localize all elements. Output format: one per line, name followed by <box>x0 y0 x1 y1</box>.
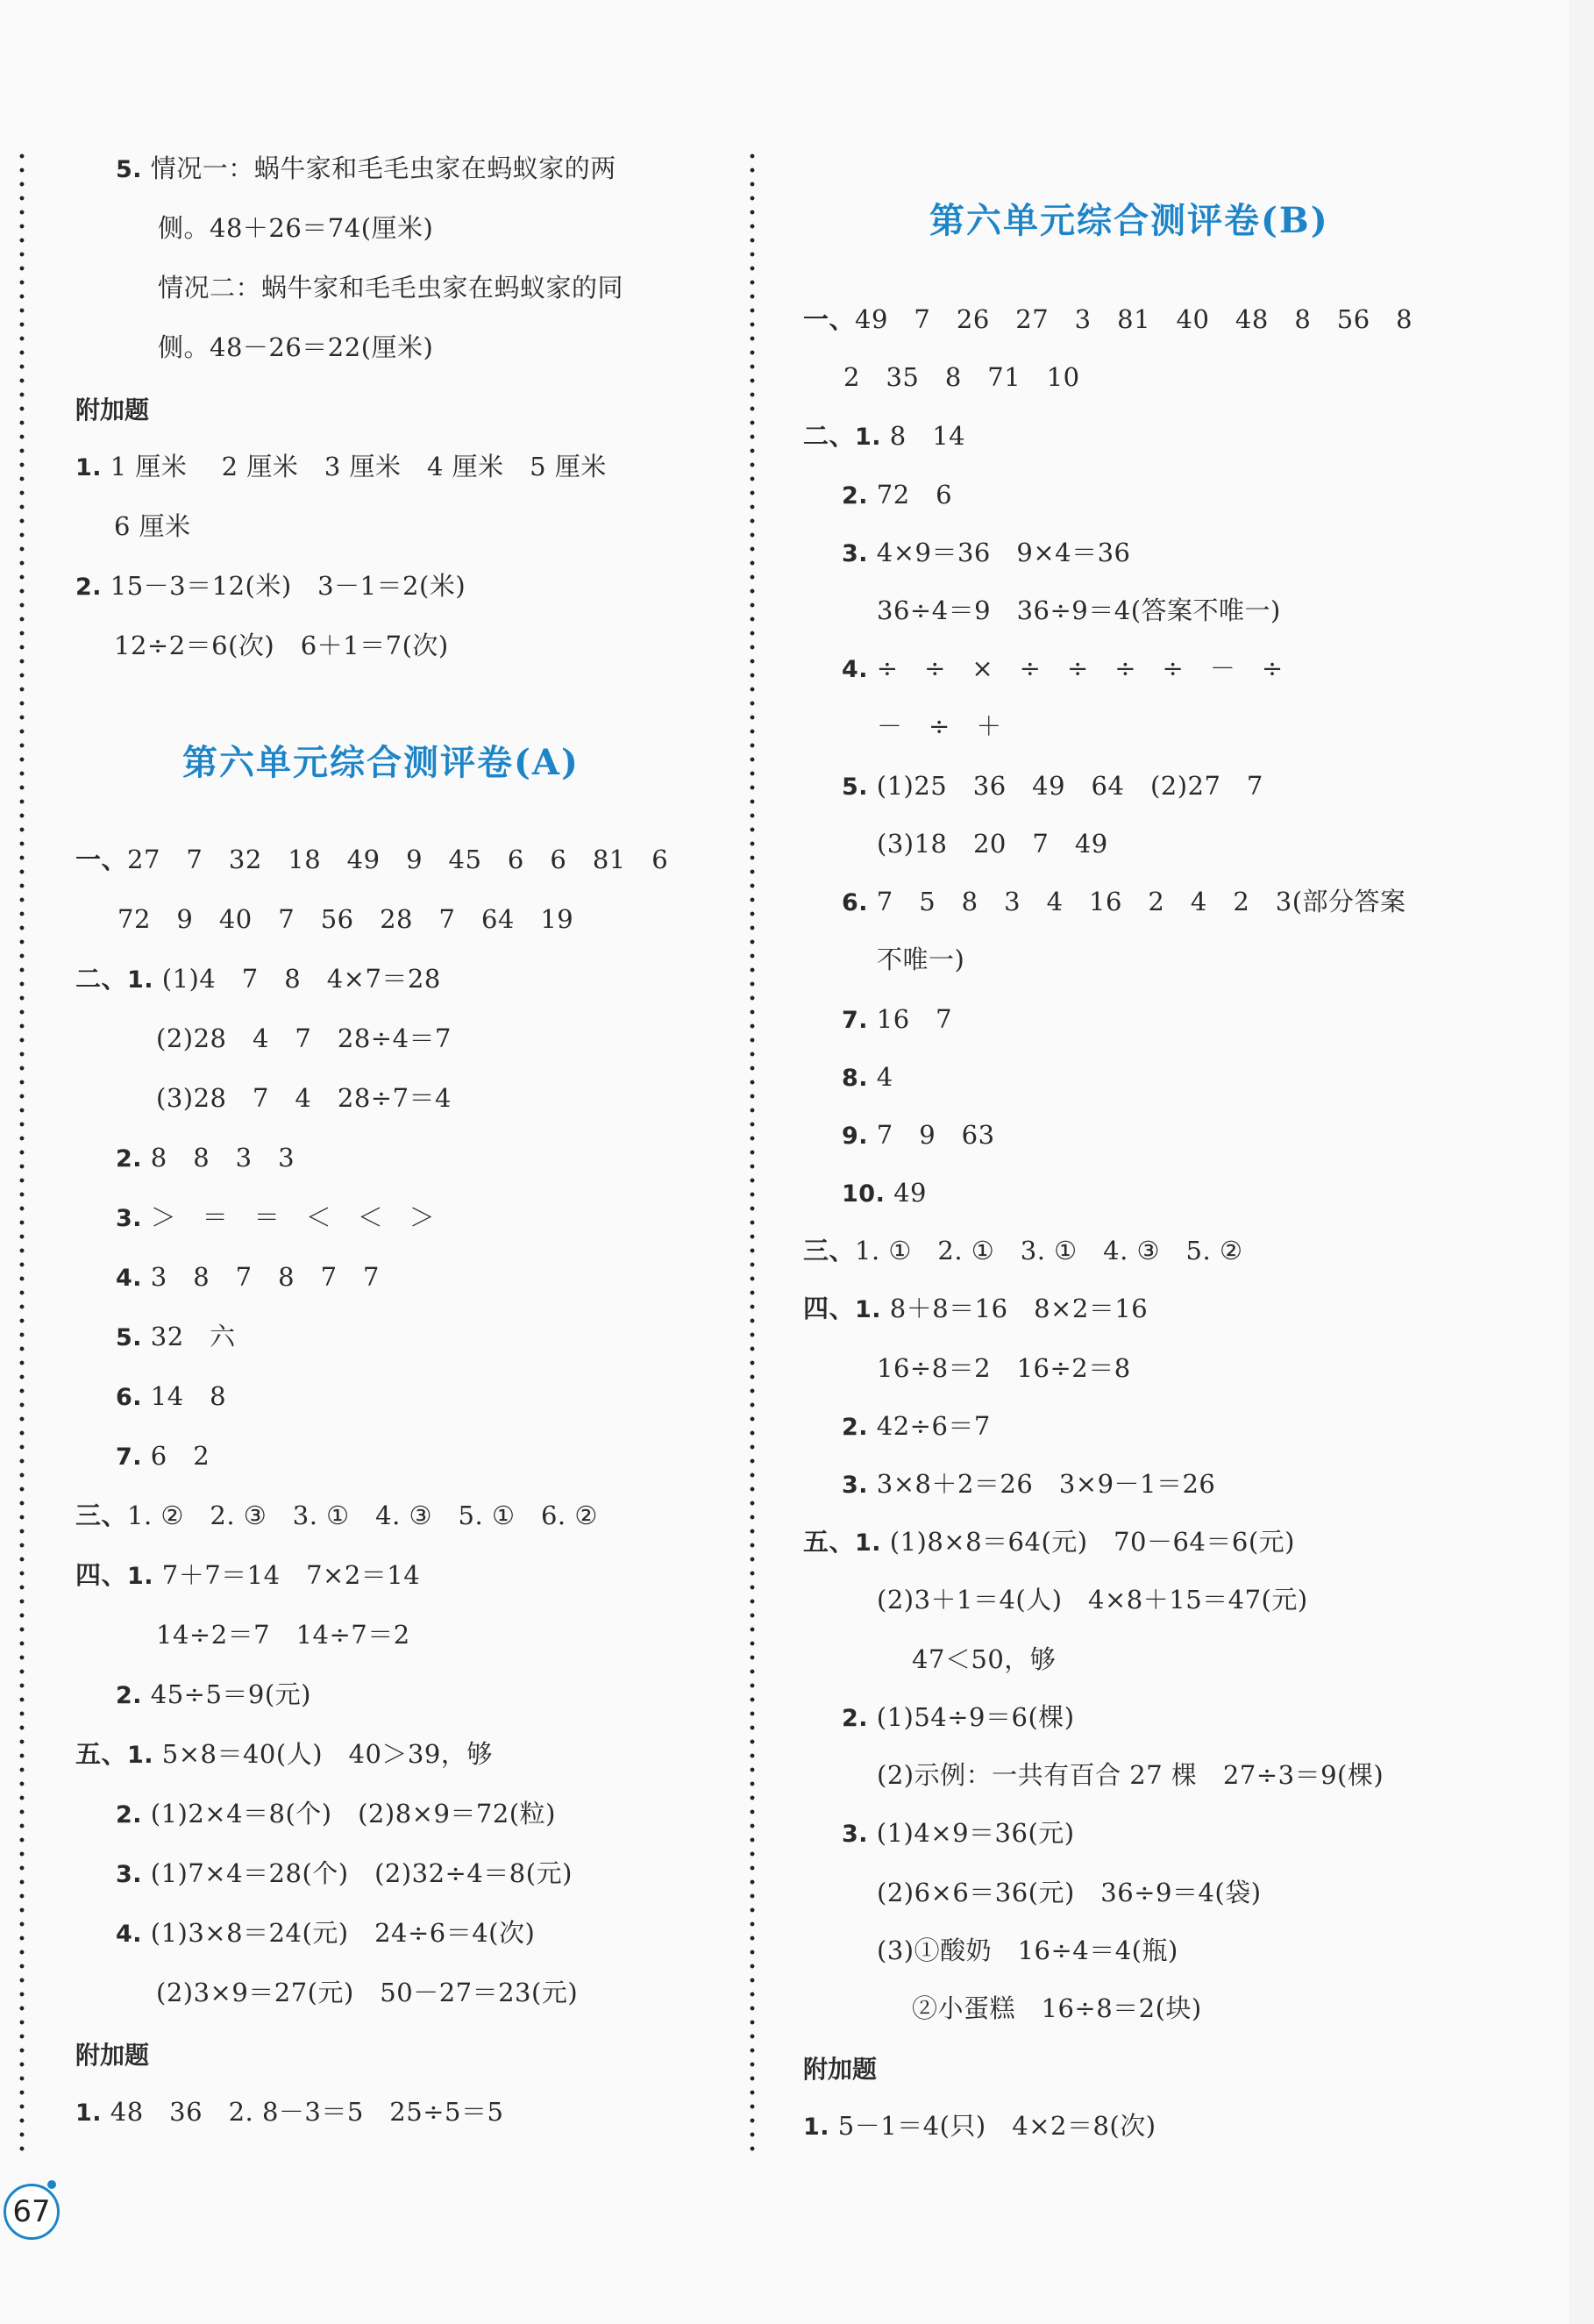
left-line-8: 2. 15－3＝12(米) 3－1＝2(米) <box>75 571 466 601</box>
right-line-1: 一、49 7 26 27 3 81 40 48 8 56 8 <box>803 304 1413 334</box>
left-sec-line-5: (3)28 7 4 28÷7＝4 <box>156 1083 452 1113</box>
right-line-32: 1. 5－1＝4(只) 4×2＝8(次) <box>803 2111 1156 2141</box>
right-line-13: 7. 16 7 <box>842 1004 953 1034</box>
left-extra-heading-1: 附加题 <box>75 396 150 424</box>
left-sec-line-9: 5. 32 六 <box>116 1322 236 1351</box>
heading-unit6-a: 第六单元综合测评卷(A) <box>182 742 580 783</box>
right-line-4: 2. 72 6 <box>842 480 953 510</box>
right-line-28: (2)6×6＝36(元) 36÷9＝4(袋) <box>877 1878 1262 1907</box>
left-sec-line-18: 3. (1)7×4＝28(个) (2)32÷4＝8(元) <box>116 1858 573 1888</box>
right-line-12: 不唯一) <box>877 945 965 974</box>
right-line-9: 5. (1)25 36 49 64 (2)27 7 <box>842 771 1263 801</box>
left-sec-line-2: 72 9 40 7 56 28 7 64 19 <box>117 904 574 934</box>
right-line-25: 2. (1)54÷9＝6(棵) <box>842 1702 1075 1732</box>
right-line-18: 四、1. 8＋8＝16 8×2＝16 <box>803 1294 1149 1323</box>
center-divider-dots <box>750 149 755 2157</box>
right-line-29: (3)①酸奶 16÷4＝4(瓶) <box>877 1935 1178 1965</box>
left-sec-line-3: 二、1. (1)4 7 8 4×7＝28 <box>75 964 441 994</box>
left-sec-line-11: 7. 6 2 <box>116 1441 210 1471</box>
left-line-1: 5. 情况一：蜗牛家和毛毛虫家在蚂蚁家的两 <box>116 153 616 183</box>
left-sec-line-19: 4. (1)3×8＝24(元) 24÷6＝4(次) <box>116 1918 536 1948</box>
right-line-7: 4. ÷ ÷ × ÷ ÷ ÷ ÷ － ÷ <box>842 653 1284 683</box>
right-line-8: － ÷ ＋ <box>877 711 1002 741</box>
left-line-7: 6 厘米 <box>114 511 191 541</box>
left-sec-line-16: 五、1. 5×8＝40(人) 40＞39，够 <box>75 1739 493 1769</box>
right-line-20: 2. 42÷6＝7 <box>842 1411 991 1441</box>
right-line-6: 36÷4＝9 36÷9＝4(答案不唯一) <box>877 595 1281 625</box>
right-line-19: 16÷8＝2 16÷2＝8 <box>877 1353 1131 1383</box>
right-line-30: ②小蛋糕 16÷8＝2(块) <box>912 1993 1202 2023</box>
left-sec-line-1: 一、27 7 32 18 49 9 45 6 6 81 6 <box>75 845 669 874</box>
left-sec-line-12: 三、1. ② 2. ③ 3. ① 4. ③ 5. ① 6. ② <box>75 1501 598 1530</box>
left-sec-line-20: (2)3×9＝27(元) 50－27＝23(元) <box>156 1978 579 2007</box>
page-number-badge <box>4 2184 60 2240</box>
heading-unit6-b: 第六单元综合测评卷(B) <box>929 200 1329 241</box>
left-line-6: 1. 1 厘米 2 厘米 3 厘米 4 厘米 5 厘米 <box>75 452 607 481</box>
right-line-10: (3)18 20 7 49 <box>877 829 1108 859</box>
left-sec-line-13: 四、1. 7＋7＝14 7×2＝14 <box>75 1560 421 1590</box>
left-line-3: 情况二：蜗牛家和毛毛虫家在蚂蚁家的同 <box>158 273 624 303</box>
left-sec-line-15: 2. 45÷5＝9(元) <box>116 1679 311 1709</box>
left-line-4: 侧。48－26＝22(厘米) <box>158 332 434 362</box>
right-line-16: 10. 49 <box>842 1178 927 1208</box>
right-line-11: 6. 7 5 8 3 4 16 2 4 2 3(部分答案 <box>842 887 1406 916</box>
left-sec-line-7: 3. ＞ ＝ ＝ ＜ ＜ ＞ <box>116 1202 436 1232</box>
right-extra-heading: 附加题 <box>803 2055 878 2084</box>
page-badge-dot <box>47 2180 56 2189</box>
right-line-23: (2)3＋1＝4(人) 4×8＋15＝47(元) <box>877 1585 1308 1615</box>
right-line-27: 3. (1)4×9＝36(元) <box>842 1818 1075 1848</box>
left-line-2: 侧。48＋26＝74(厘米) <box>158 213 434 243</box>
left-line-9: 12÷2＝6(次) 6＋1＝7(次) <box>114 631 449 660</box>
right-line-14: 8. 4 <box>842 1062 893 1092</box>
right-line-15: 9. 7 9 63 <box>842 1120 995 1150</box>
left-sec-line-17: 2. (1)2×4＝8(个) (2)8×9＝72(粒) <box>116 1799 556 1829</box>
right-line-24: 47＜50，够 <box>912 1644 1057 1674</box>
left-sec-line-22: 1. 48 36 2. 8－3＝5 25÷5＝5 <box>75 2097 504 2127</box>
left-sec-line-8: 4. 3 8 7 8 7 7 <box>116 1262 380 1292</box>
right-line-17: 三、1. ① 2. ① 3. ① 4. ③ 5. ② <box>803 1236 1243 1265</box>
page-number: 67 <box>12 2194 51 2229</box>
right-line-22: 五、1. (1)8×8＝64(元) 70－64＝6(元) <box>803 1527 1295 1557</box>
left-sec-line-14: 14÷2＝7 14÷7＝2 <box>156 1620 410 1650</box>
right-line-5: 3. 4×9＝36 9×4＝36 <box>842 538 1131 567</box>
left-sec-line-6: 2. 8 8 3 3 <box>116 1143 295 1173</box>
left-margin-dots <box>19 149 25 2157</box>
right-line-26: (2)示例：一共有百合 27 棵 27÷3＝9(棵) <box>877 1760 1384 1790</box>
left-sec-line-4: (2)28 4 7 28÷4＝7 <box>156 1023 452 1053</box>
left-extra-heading-2: 附加题 <box>75 2041 150 2070</box>
right-line-2: 2 35 8 71 10 <box>843 362 1080 392</box>
right-line-3: 二、1. 8 14 <box>803 421 966 451</box>
right-line-21: 3. 3×8＋2＝26 3×9－1＝26 <box>842 1469 1216 1499</box>
left-sec-line-10: 6. 14 8 <box>116 1381 227 1411</box>
